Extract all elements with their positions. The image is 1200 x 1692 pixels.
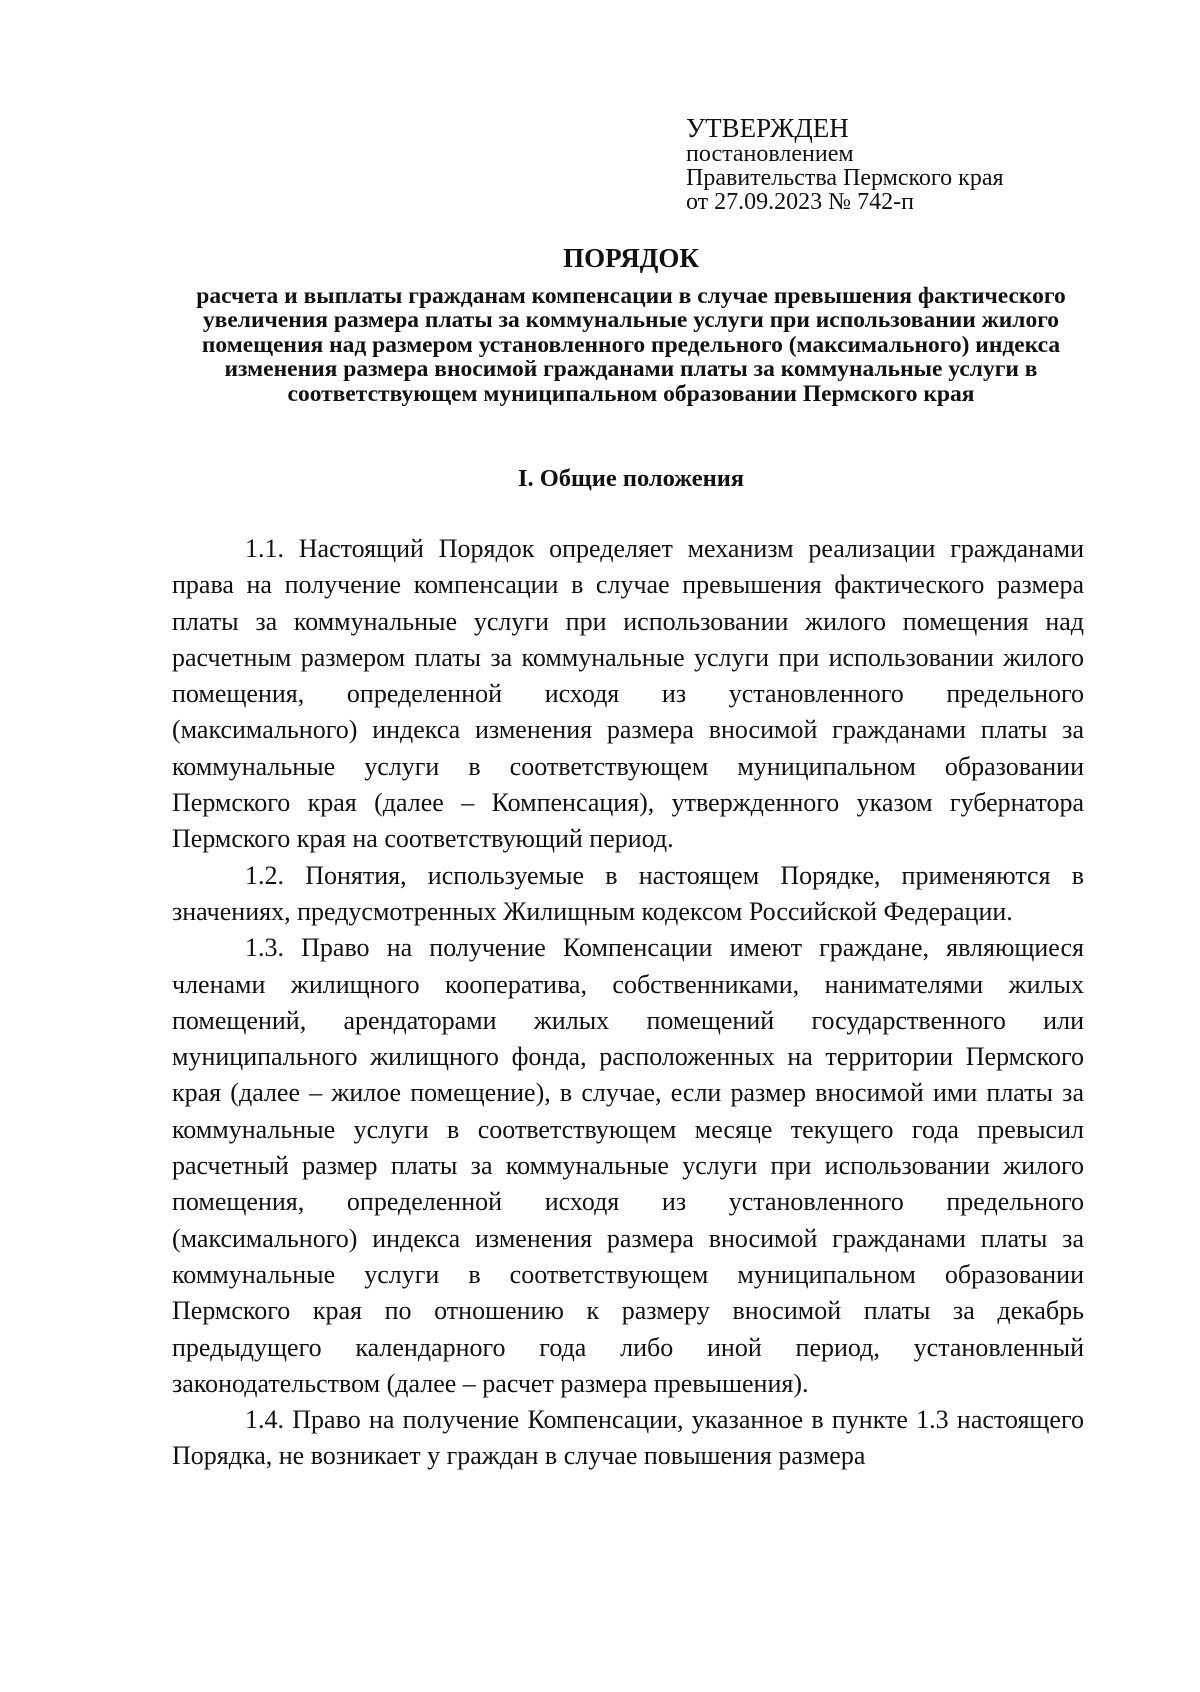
section-heading: I. Общие положения bbox=[517, 465, 745, 492]
approval-line-government: Правительства Пермского края bbox=[686, 165, 1004, 191]
paragraph-1-1: 1.1. Настоящий Порядок определяет механизм реализации гражданами права на получение компенсации в случае превышения фактического размера платы за коммунальные услуги при использовании жилого помещения над расчетным размером платы за коммунальные услуги при использовании жилого помещения, определенной исходя из установленного предельного (максимального) индекса изменения размера вносимой гражданами платы за коммунальные услуги в соответствующем муниципальном образовании Пермского края (далее – Компенсация), утвержденного указом губернатора Пермского края на соответствующий период. bbox=[172, 534, 1084, 854]
approval-line-date-number: от 27.09.2023 № 742-п bbox=[686, 189, 914, 215]
approval-title: УТВЕРЖДЕН bbox=[686, 113, 849, 143]
paragraph-1-4: 1.4. Право на получение Компенсации, указанное в пункте 1.3 настоящего Порядка, не возникает у граждан в случае повышения размера bbox=[172, 1405, 1084, 1471]
document-title: ПОРЯДОК bbox=[563, 243, 699, 273]
paragraph-1-3: 1.3. Право на получение Компенсации имеют граждане, являющиеся членами жилищного кооператива, собственниками, нанимателями жилых помещений, арендаторами жилых помещений государственного или муниципального жилищного фонда, расположенных на территории Пермского края (далее – жилое помещение), в случае, если размер вносимой ими платы за коммунальные услуги в соответствующем месяце текущего года превысил расчетный размер платы за коммунальные услуги при использовании жилого помещения, определенной исходя из установленного предельного (максимального) индекса изменения размера вносимой гражданами платы за коммунальные услуги в соответствующем муниципальном образовании Пермского края по отношению к размеру вносимой платы за декабрь предыдущего календарного года либо иной период, установленный законодательством (далее – расчет размера превышения). bbox=[172, 933, 1084, 1398]
approval-line-decree: постановлением bbox=[686, 141, 854, 167]
section-body bbox=[172, 531, 1084, 1475]
document-subtitle: расчета и выплаты гражданам компенсации в случае превышения фактического увеличения размера платы за коммунальные услуги при использовании жилого помещения над размером установленного предельного (максимального) индекса изменения размера вносимой гражданами платы за коммунальные услуги в соответствующем муниципальном образовании Пермского края bbox=[196, 283, 1066, 407]
approval-stamp bbox=[686, 114, 1126, 214]
paragraph-1-2: 1.2. Понятия, используемые в настоящем Порядке, применяются в значениях, предусмотренных Жилищным кодексом Российской Федерации. bbox=[172, 860, 1084, 926]
